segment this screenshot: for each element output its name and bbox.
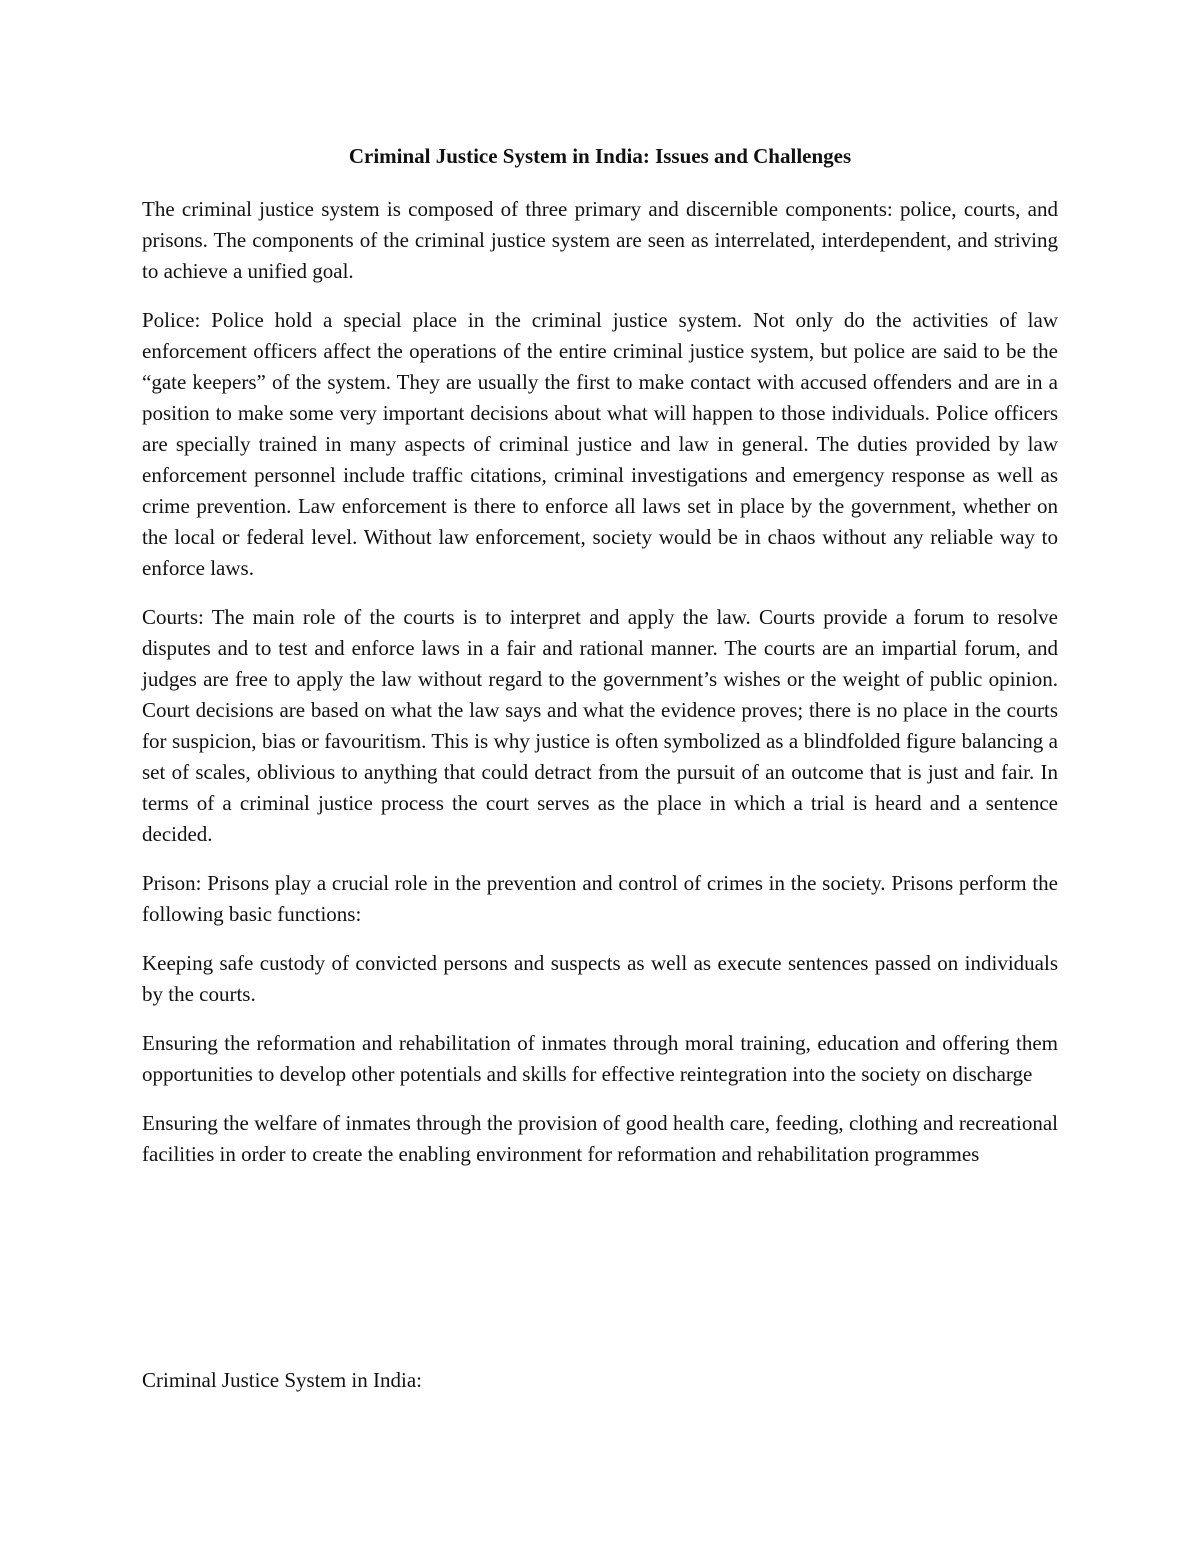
- document-title: Criminal Justice System in India: Issues and Challenges: [348, 144, 852, 168]
- intro-paragraph: The criminal justice system is composed of three primary and discernible components: police, courts, and prisons. The components of the criminal justice system are seen as interrelated, interdependent, and striving to achieve a unified goal.: [142, 197, 1058, 283]
- bottom-section-heading: Criminal Justice System in India:: [142, 1368, 422, 1392]
- courts-paragraph: Courts: The main role of the courts is to interpret and apply the law. Courts provide a forum to resolve disputes and to test and enforce laws in a fair and rational manner. The courts are an impartial forum, and judges are free to apply the law without regard to the government’s wishes or the weight of public opinion. Court decisions are based on what the law says and what the evidence proves; there is no place in the courts for suspicion, bias or favouritism. This is why justice is often symbolized as a blindfolded figure balancing a set of scales, oblivious to anything that could detract from the pursuit of an outcome that is just and fair. In terms of a criminal justice process the court serves as the place in which a trial is heard and a sentence decided.: [142, 605, 1058, 846]
- welfare-function-paragraph: Ensuring the welfare of inmates through the provision of good health care, feeding, clothing and recreational facilities in order to create the enabling environment for reformation and rehabilitation programmes: [142, 1111, 1058, 1166]
- custody-function-paragraph: Keeping safe custody of convicted persons and suspects as well as execute sentences passed on individuals by the courts.: [142, 951, 1058, 1006]
- document-body: [142, 140, 1058, 1170]
- police-paragraph: Police: Police hold a special place in the criminal justice system. Not only do the activities of law enforcement officers affect the operations of the entire criminal justice system, but police are said to be the “gate keepers” of the system. They are usually the first to make contact with accused offenders and are in a position to make some very important decisions about what will happen to those individuals. Police officers are specially trained in many aspects of criminal justice and law in general. The duties provided by law enforcement personnel include traffic citations, criminal investigations and emergency response as well as crime prevention. Law enforcement is there to enforce all laws set in place by the government, whether on the local or federal level. Without law enforcement, society would be in chaos without any reliable way to enforce laws.: [142, 308, 1058, 580]
- reformation-function-paragraph: Ensuring the reformation and rehabilitation of inmates through moral training, education and offering them opportunities to develop other potentials and skills for effective reintegration into the society on discharge: [142, 1031, 1058, 1086]
- prison-paragraph: Prison: Prisons play a crucial role in the prevention and control of crimes in the society. Prisons perform the following basic functions:: [142, 871, 1058, 926]
